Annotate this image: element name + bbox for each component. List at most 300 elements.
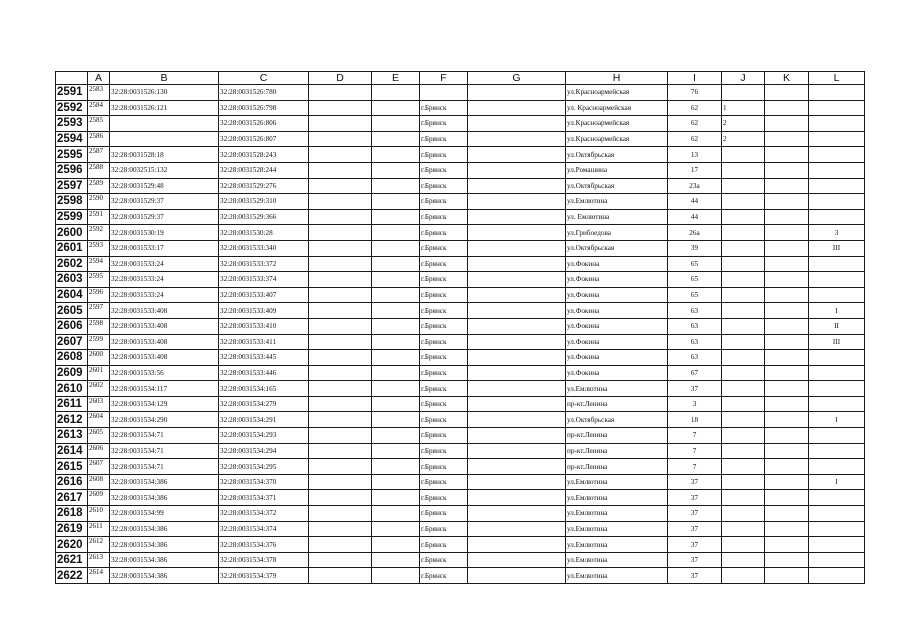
cell-l[interactable] bbox=[809, 521, 865, 537]
cell-g[interactable] bbox=[468, 162, 566, 178]
cell-d[interactable] bbox=[309, 256, 372, 272]
cell-l[interactable] bbox=[809, 490, 865, 506]
cell-h[interactable]: ул.Емлютина bbox=[566, 552, 668, 568]
cell-l[interactable] bbox=[809, 459, 865, 475]
cell-a[interactable]: 2589 bbox=[88, 178, 110, 194]
cell-k[interactable] bbox=[765, 506, 809, 522]
cell-b[interactable]: 32:28:0031534:99 bbox=[110, 506, 219, 522]
cell-b[interactable]: 32:28:0031533:408 bbox=[110, 334, 219, 350]
cell-j[interactable] bbox=[722, 350, 765, 366]
cell-h[interactable]: ул.Красноармейская bbox=[566, 85, 668, 101]
cell-e[interactable] bbox=[372, 537, 420, 553]
cell-b[interactable]: 32:28:0031528:18 bbox=[110, 147, 219, 163]
cell-k[interactable] bbox=[765, 381, 809, 397]
cell-j[interactable] bbox=[722, 334, 765, 350]
cell-a[interactable]: 2603 bbox=[88, 396, 110, 412]
cell-k[interactable] bbox=[765, 474, 809, 490]
row-number[interactable]: 2594 bbox=[56, 131, 88, 147]
cell-k[interactable] bbox=[765, 116, 809, 132]
cell-f[interactable]: г.Брянск bbox=[420, 116, 468, 132]
cell-c[interactable]: 32:28:0031526:806 bbox=[219, 116, 309, 132]
row-number[interactable]: 2595 bbox=[56, 147, 88, 163]
cell-c[interactable]: 32:28:0031528:244 bbox=[219, 162, 309, 178]
cell-e[interactable] bbox=[372, 272, 420, 288]
cell-f[interactable]: г.Брянск bbox=[420, 240, 468, 256]
cell-i[interactable]: 65 bbox=[668, 272, 722, 288]
cell-h[interactable]: пр-кт.Ленина bbox=[566, 428, 668, 444]
cell-j[interactable] bbox=[722, 287, 765, 303]
cell-a[interactable]: 2593 bbox=[88, 240, 110, 256]
cell-g[interactable] bbox=[468, 147, 566, 163]
cell-k[interactable] bbox=[765, 240, 809, 256]
cell-e[interactable] bbox=[372, 162, 420, 178]
cell-e[interactable] bbox=[372, 100, 420, 116]
cell-b[interactable]: 32:28:0031534:386 bbox=[110, 552, 219, 568]
cell-c[interactable]: 32:28:0031534:293 bbox=[219, 428, 309, 444]
cell-a[interactable]: 2594 bbox=[88, 256, 110, 272]
cell-d[interactable] bbox=[309, 209, 372, 225]
cell-b[interactable]: 32:28:0031534:386 bbox=[110, 568, 219, 584]
cell-j[interactable] bbox=[722, 209, 765, 225]
cell-g[interactable] bbox=[468, 178, 566, 194]
cell-k[interactable] bbox=[765, 303, 809, 319]
cell-f[interactable]: г.Брянск bbox=[420, 178, 468, 194]
cell-i[interactable]: 18 bbox=[668, 412, 722, 428]
cell-k[interactable] bbox=[765, 318, 809, 334]
cell-l[interactable]: I bbox=[809, 303, 865, 319]
cell-f[interactable]: г.Брянск bbox=[420, 318, 468, 334]
cell-c[interactable]: 32:28:0031533:374 bbox=[219, 272, 309, 288]
cell-i[interactable]: 7 bbox=[668, 443, 722, 459]
cell-d[interactable] bbox=[309, 147, 372, 163]
cell-j[interactable] bbox=[722, 272, 765, 288]
cell-a[interactable]: 2596 bbox=[88, 287, 110, 303]
cell-e[interactable] bbox=[372, 428, 420, 444]
cell-g[interactable] bbox=[468, 303, 566, 319]
cell-k[interactable] bbox=[765, 194, 809, 210]
cell-d[interactable] bbox=[309, 287, 372, 303]
cell-a[interactable]: 2598 bbox=[88, 318, 110, 334]
row-number[interactable]: 2615 bbox=[56, 459, 88, 475]
cell-d[interactable] bbox=[309, 303, 372, 319]
cell-h[interactable]: ул.Емлютина bbox=[566, 568, 668, 584]
cell-a[interactable]: 2602 bbox=[88, 381, 110, 397]
cell-j[interactable] bbox=[722, 537, 765, 553]
cell-c[interactable]: 32:28:0031533:410 bbox=[219, 318, 309, 334]
cell-e[interactable] bbox=[372, 459, 420, 475]
cell-l[interactable] bbox=[809, 350, 865, 366]
cell-h[interactable]: ул.Емлютина bbox=[566, 521, 668, 537]
cell-i[interactable]: 44 bbox=[668, 209, 722, 225]
cell-i[interactable]: 63 bbox=[668, 303, 722, 319]
cell-g[interactable] bbox=[468, 412, 566, 428]
cell-e[interactable] bbox=[372, 131, 420, 147]
cell-k[interactable] bbox=[765, 256, 809, 272]
cell-l[interactable] bbox=[809, 272, 865, 288]
cell-e[interactable] bbox=[372, 381, 420, 397]
cell-b[interactable]: 32:28:0031534:386 bbox=[110, 490, 219, 506]
cell-d[interactable] bbox=[309, 116, 372, 132]
cell-i[interactable]: 65 bbox=[668, 287, 722, 303]
cell-j[interactable] bbox=[722, 303, 765, 319]
cell-c[interactable]: 32:28:0031533:446 bbox=[219, 365, 309, 381]
cell-f[interactable]: г.Брянск bbox=[420, 521, 468, 537]
cell-l[interactable] bbox=[809, 396, 865, 412]
cell-h[interactable]: ул.Фокина bbox=[566, 350, 668, 366]
cell-a[interactable]: 2585 bbox=[88, 116, 110, 132]
cell-d[interactable] bbox=[309, 506, 372, 522]
cell-d[interactable] bbox=[309, 365, 372, 381]
row-number[interactable]: 2601 bbox=[56, 240, 88, 256]
cell-d[interactable] bbox=[309, 272, 372, 288]
cell-a[interactable]: 2604 bbox=[88, 412, 110, 428]
row-number[interactable]: 2610 bbox=[56, 381, 88, 397]
cell-k[interactable] bbox=[765, 521, 809, 537]
row-number[interactable]: 2603 bbox=[56, 272, 88, 288]
cell-f[interactable]: г.Брянск bbox=[420, 490, 468, 506]
cell-f[interactable]: г.Брянск bbox=[420, 209, 468, 225]
cell-k[interactable] bbox=[765, 287, 809, 303]
cell-e[interactable] bbox=[372, 85, 420, 101]
cell-e[interactable] bbox=[372, 240, 420, 256]
cell-j[interactable] bbox=[722, 318, 765, 334]
cell-a[interactable]: 2584 bbox=[88, 100, 110, 116]
cell-a[interactable]: 2586 bbox=[88, 131, 110, 147]
cell-g[interactable] bbox=[468, 490, 566, 506]
cell-c[interactable]: 32:28:0031534:295 bbox=[219, 459, 309, 475]
cell-b[interactable]: 32:28:0031533:408 bbox=[110, 350, 219, 366]
cell-i[interactable]: 37 bbox=[668, 568, 722, 584]
cell-g[interactable] bbox=[468, 428, 566, 444]
cell-k[interactable] bbox=[765, 412, 809, 428]
cell-i[interactable]: 37 bbox=[668, 381, 722, 397]
cell-b[interactable]: 32:28:0031533:24 bbox=[110, 256, 219, 272]
cell-f[interactable]: г.Брянск bbox=[420, 131, 468, 147]
cell-d[interactable] bbox=[309, 100, 372, 116]
cell-f[interactable]: г.Брянск bbox=[420, 350, 468, 366]
cell-a[interactable]: 2610 bbox=[88, 506, 110, 522]
row-number[interactable]: 2622 bbox=[56, 568, 88, 584]
cell-f[interactable]: г.Брянск bbox=[420, 412, 468, 428]
row-number[interactable]: 2600 bbox=[56, 225, 88, 241]
cell-g[interactable] bbox=[468, 272, 566, 288]
cell-b[interactable] bbox=[110, 116, 219, 132]
cell-d[interactable] bbox=[309, 552, 372, 568]
row-number[interactable]: 2612 bbox=[56, 412, 88, 428]
cell-f[interactable]: г.Брянск bbox=[420, 162, 468, 178]
cell-i[interactable]: 67 bbox=[668, 365, 722, 381]
row-number[interactable]: 2592 bbox=[56, 100, 88, 116]
cell-k[interactable] bbox=[765, 225, 809, 241]
row-number[interactable]: 2620 bbox=[56, 537, 88, 553]
cell-g[interactable] bbox=[468, 240, 566, 256]
cell-a[interactable]: 2590 bbox=[88, 194, 110, 210]
cell-b[interactable]: 32:28:0031533:408 bbox=[110, 318, 219, 334]
cell-k[interactable] bbox=[765, 85, 809, 101]
cell-f[interactable]: г.Брянск bbox=[420, 381, 468, 397]
cell-c[interactable]: 32:28:0031534:294 bbox=[219, 443, 309, 459]
cell-c[interactable]: 32:28:0031533:407 bbox=[219, 287, 309, 303]
cell-j[interactable] bbox=[722, 428, 765, 444]
cell-l[interactable] bbox=[809, 209, 865, 225]
cell-b[interactable]: 32:28:0031534:386 bbox=[110, 537, 219, 553]
cell-c[interactable]: 32:28:0031534:378 bbox=[219, 552, 309, 568]
cell-i[interactable]: 76 bbox=[668, 85, 722, 101]
cell-i[interactable]: 65 bbox=[668, 256, 722, 272]
row-number[interactable]: 2607 bbox=[56, 334, 88, 350]
cell-l[interactable] bbox=[809, 365, 865, 381]
cell-a[interactable]: 2606 bbox=[88, 443, 110, 459]
cell-d[interactable] bbox=[309, 428, 372, 444]
cell-g[interactable] bbox=[468, 194, 566, 210]
cell-l[interactable] bbox=[809, 506, 865, 522]
cell-a[interactable]: 2587 bbox=[88, 147, 110, 163]
cell-l[interactable] bbox=[809, 85, 865, 101]
cell-d[interactable] bbox=[309, 443, 372, 459]
cell-l[interactable] bbox=[809, 100, 865, 116]
cell-g[interactable] bbox=[468, 100, 566, 116]
cell-i[interactable]: 63 bbox=[668, 334, 722, 350]
cell-h[interactable]: ул.Грибоедова bbox=[566, 225, 668, 241]
cell-l[interactable] bbox=[809, 194, 865, 210]
cell-d[interactable] bbox=[309, 396, 372, 412]
cell-f[interactable]: г.Брянск bbox=[420, 287, 468, 303]
cell-a[interactable]: 2608 bbox=[88, 474, 110, 490]
row-number[interactable]: 2604 bbox=[56, 287, 88, 303]
cell-g[interactable] bbox=[468, 459, 566, 475]
cell-h[interactable]: ул.Емлютина bbox=[566, 194, 668, 210]
cell-h[interactable]: пр-кт.Ленина bbox=[566, 443, 668, 459]
cell-d[interactable] bbox=[309, 225, 372, 241]
cell-f[interactable]: г.Брянск bbox=[420, 396, 468, 412]
cell-h[interactable]: ул.Ромашина bbox=[566, 162, 668, 178]
cell-g[interactable] bbox=[468, 537, 566, 553]
cell-k[interactable] bbox=[765, 350, 809, 366]
cell-c[interactable]: 32:28:0031534:279 bbox=[219, 396, 309, 412]
cell-d[interactable] bbox=[309, 334, 372, 350]
cell-c[interactable]: 32:28:0031533:372 bbox=[219, 256, 309, 272]
cell-i[interactable]: 17 bbox=[668, 162, 722, 178]
cell-i[interactable]: 3 bbox=[668, 396, 722, 412]
row-number[interactable]: 2596 bbox=[56, 162, 88, 178]
row-number[interactable]: 2602 bbox=[56, 256, 88, 272]
cell-i[interactable]: 23а bbox=[668, 178, 722, 194]
cell-c[interactable]: 32:28:0031529:310 bbox=[219, 194, 309, 210]
cell-d[interactable] bbox=[309, 318, 372, 334]
cell-k[interactable] bbox=[765, 100, 809, 116]
cell-l[interactable] bbox=[809, 116, 865, 132]
cell-b[interactable]: 32:28:0031534:290 bbox=[110, 412, 219, 428]
cell-l[interactable]: II bbox=[809, 318, 865, 334]
cell-d[interactable] bbox=[309, 381, 372, 397]
cell-b[interactable]: 32:28:0031530:19 bbox=[110, 225, 219, 241]
cell-e[interactable] bbox=[372, 506, 420, 522]
cell-g[interactable] bbox=[468, 552, 566, 568]
cell-c[interactable]: 32:28:0031529:276 bbox=[219, 178, 309, 194]
cell-g[interactable] bbox=[468, 396, 566, 412]
cell-h[interactable]: ул.Емлютина bbox=[566, 537, 668, 553]
cell-e[interactable] bbox=[372, 303, 420, 319]
cell-b[interactable]: 32:28:0032515:132 bbox=[110, 162, 219, 178]
cell-h[interactable]: ул.Емлютина bbox=[566, 506, 668, 522]
cell-c[interactable]: 32:28:0031533:340 bbox=[219, 240, 309, 256]
cell-j[interactable] bbox=[722, 490, 765, 506]
cell-i[interactable]: 13 bbox=[668, 147, 722, 163]
cell-g[interactable] bbox=[468, 381, 566, 397]
cell-l[interactable]: I bbox=[809, 474, 865, 490]
cell-c[interactable]: 32:28:0031534:374 bbox=[219, 521, 309, 537]
row-number[interactable]: 2599 bbox=[56, 209, 88, 225]
cell-c[interactable]: 32:28:0031526:798 bbox=[219, 100, 309, 116]
cell-g[interactable] bbox=[468, 350, 566, 366]
cell-b[interactable] bbox=[110, 131, 219, 147]
row-number[interactable]: 2611 bbox=[56, 396, 88, 412]
cell-g[interactable] bbox=[468, 521, 566, 537]
cell-h[interactable]: ул.Фокина bbox=[566, 256, 668, 272]
cell-j[interactable] bbox=[722, 459, 765, 475]
row-number[interactable]: 2593 bbox=[56, 116, 88, 132]
row-number[interactable]: 2591 bbox=[56, 85, 88, 101]
cell-g[interactable] bbox=[468, 334, 566, 350]
cell-h[interactable]: ул.Емлютина bbox=[566, 474, 668, 490]
cell-a[interactable]: 2583 bbox=[88, 85, 110, 101]
cell-k[interactable] bbox=[765, 178, 809, 194]
cell-f[interactable]: г.Брянск bbox=[420, 428, 468, 444]
cell-d[interactable] bbox=[309, 162, 372, 178]
cell-h[interactable]: ул.Фокина bbox=[566, 334, 668, 350]
cell-h[interactable]: ул.Емлютина bbox=[566, 490, 668, 506]
cell-f[interactable]: г.Брянск bbox=[420, 100, 468, 116]
cell-d[interactable] bbox=[309, 490, 372, 506]
cell-e[interactable] bbox=[372, 350, 420, 366]
cell-a[interactable]: 2600 bbox=[88, 350, 110, 366]
cell-b[interactable]: 32:28:0031533:24 bbox=[110, 287, 219, 303]
cell-c[interactable]: 32:28:0031533:409 bbox=[219, 303, 309, 319]
cell-f[interactable]: г.Брянск bbox=[420, 365, 468, 381]
cell-g[interactable] bbox=[468, 116, 566, 132]
cell-l[interactable] bbox=[809, 443, 865, 459]
cell-j[interactable] bbox=[722, 443, 765, 459]
cell-e[interactable] bbox=[372, 365, 420, 381]
cell-c[interactable]: 32:28:0031534:372 bbox=[219, 506, 309, 522]
cell-b[interactable]: 32:28:0031534:71 bbox=[110, 459, 219, 475]
cell-f[interactable]: г.Брянск bbox=[420, 459, 468, 475]
cell-k[interactable] bbox=[765, 568, 809, 584]
cell-i[interactable]: 37 bbox=[668, 490, 722, 506]
cell-c[interactable]: 32:28:0031526:780 bbox=[219, 85, 309, 101]
cell-h[interactable]: ул.Фокина bbox=[566, 318, 668, 334]
cell-c[interactable]: 32:28:0031534:291 bbox=[219, 412, 309, 428]
cell-f[interactable]: г.Брянск bbox=[420, 256, 468, 272]
cell-a[interactable]: 2597 bbox=[88, 303, 110, 319]
cell-j[interactable] bbox=[722, 521, 765, 537]
cell-e[interactable] bbox=[372, 521, 420, 537]
cell-l[interactable] bbox=[809, 381, 865, 397]
cell-c[interactable]: 32:28:0031530:28 bbox=[219, 225, 309, 241]
row-number[interactable]: 2606 bbox=[56, 318, 88, 334]
cell-a[interactable]: 2605 bbox=[88, 428, 110, 444]
cell-c[interactable]: 32:28:0031534:379 bbox=[219, 568, 309, 584]
cell-i[interactable]: 37 bbox=[668, 537, 722, 553]
cell-f[interactable]: г.Брянск bbox=[420, 474, 468, 490]
cell-c[interactable]: 32:28:0031529:366 bbox=[219, 209, 309, 225]
cell-k[interactable] bbox=[765, 490, 809, 506]
cell-h[interactable]: пр-кт.Ленина bbox=[566, 396, 668, 412]
cell-g[interactable] bbox=[468, 568, 566, 584]
cell-g[interactable] bbox=[468, 85, 566, 101]
cell-f[interactable]: г.Брянск bbox=[420, 303, 468, 319]
cell-h[interactable]: ул.Красноармейская bbox=[566, 131, 668, 147]
cell-l[interactable] bbox=[809, 537, 865, 553]
cell-f[interactable]: г.Брянск bbox=[420, 334, 468, 350]
cell-a[interactable]: 2611 bbox=[88, 521, 110, 537]
cell-c[interactable]: 32:28:0031528:243 bbox=[219, 147, 309, 163]
cell-d[interactable] bbox=[309, 350, 372, 366]
cell-k[interactable] bbox=[765, 162, 809, 178]
cell-e[interactable] bbox=[372, 194, 420, 210]
cell-k[interactable] bbox=[765, 365, 809, 381]
cell-l[interactable]: I bbox=[809, 412, 865, 428]
cell-h[interactable]: пр-кт.Ленина bbox=[566, 459, 668, 475]
cell-l[interactable] bbox=[809, 256, 865, 272]
cell-a[interactable]: 2614 bbox=[88, 568, 110, 584]
cell-e[interactable] bbox=[372, 412, 420, 428]
cell-i[interactable]: 44 bbox=[668, 194, 722, 210]
cell-b[interactable]: 32:28:0031534:386 bbox=[110, 474, 219, 490]
cell-f[interactable]: г.Брянск bbox=[420, 225, 468, 241]
cell-b[interactable]: 32:28:0031534:117 bbox=[110, 381, 219, 397]
cell-b[interactable]: 32:28:0031533:24 bbox=[110, 272, 219, 288]
cell-i[interactable]: 62 bbox=[668, 100, 722, 116]
cell-b[interactable]: 32:28:0031533:408 bbox=[110, 303, 219, 319]
cell-i[interactable]: 37 bbox=[668, 521, 722, 537]
cell-g[interactable] bbox=[468, 287, 566, 303]
cell-d[interactable] bbox=[309, 521, 372, 537]
cell-b[interactable]: 32:28:0031534:71 bbox=[110, 428, 219, 444]
cell-l[interactable] bbox=[809, 178, 865, 194]
cell-e[interactable] bbox=[372, 443, 420, 459]
cell-j[interactable] bbox=[722, 506, 765, 522]
cell-l[interactable] bbox=[809, 147, 865, 163]
cell-c[interactable]: 32:28:0031534:370 bbox=[219, 474, 309, 490]
cell-b[interactable]: 32:28:0031533:56 bbox=[110, 365, 219, 381]
cell-j[interactable] bbox=[722, 162, 765, 178]
cell-b[interactable]: 32:28:0031526:121 bbox=[110, 100, 219, 116]
cell-h[interactable]: ул.Фокина bbox=[566, 365, 668, 381]
cell-l[interactable] bbox=[809, 428, 865, 444]
cell-b[interactable]: 32:28:0031533:17 bbox=[110, 240, 219, 256]
cell-f[interactable]: г.Брянск bbox=[420, 506, 468, 522]
cell-k[interactable] bbox=[765, 334, 809, 350]
cell-b[interactable]: 32:28:0031534:386 bbox=[110, 521, 219, 537]
cell-j[interactable] bbox=[722, 225, 765, 241]
cell-i[interactable]: 39 bbox=[668, 240, 722, 256]
cell-j[interactable] bbox=[722, 568, 765, 584]
cell-d[interactable] bbox=[309, 85, 372, 101]
cell-e[interactable] bbox=[372, 256, 420, 272]
cell-b[interactable]: 32:28:0031534:129 bbox=[110, 396, 219, 412]
cell-f[interactable]: г.Брянск bbox=[420, 537, 468, 553]
cell-f[interactable]: г.Брянск bbox=[420, 568, 468, 584]
cell-f[interactable]: г.Брянск bbox=[420, 552, 468, 568]
cell-j[interactable] bbox=[722, 381, 765, 397]
row-number[interactable]: 2621 bbox=[56, 552, 88, 568]
cell-g[interactable] bbox=[468, 506, 566, 522]
cell-l[interactable] bbox=[809, 568, 865, 584]
cell-b[interactable]: 32:28:0031529:48 bbox=[110, 178, 219, 194]
cell-c[interactable]: 32:28:0031533:411 bbox=[219, 334, 309, 350]
cell-b[interactable]: 32:28:0031526:130 bbox=[110, 85, 219, 101]
